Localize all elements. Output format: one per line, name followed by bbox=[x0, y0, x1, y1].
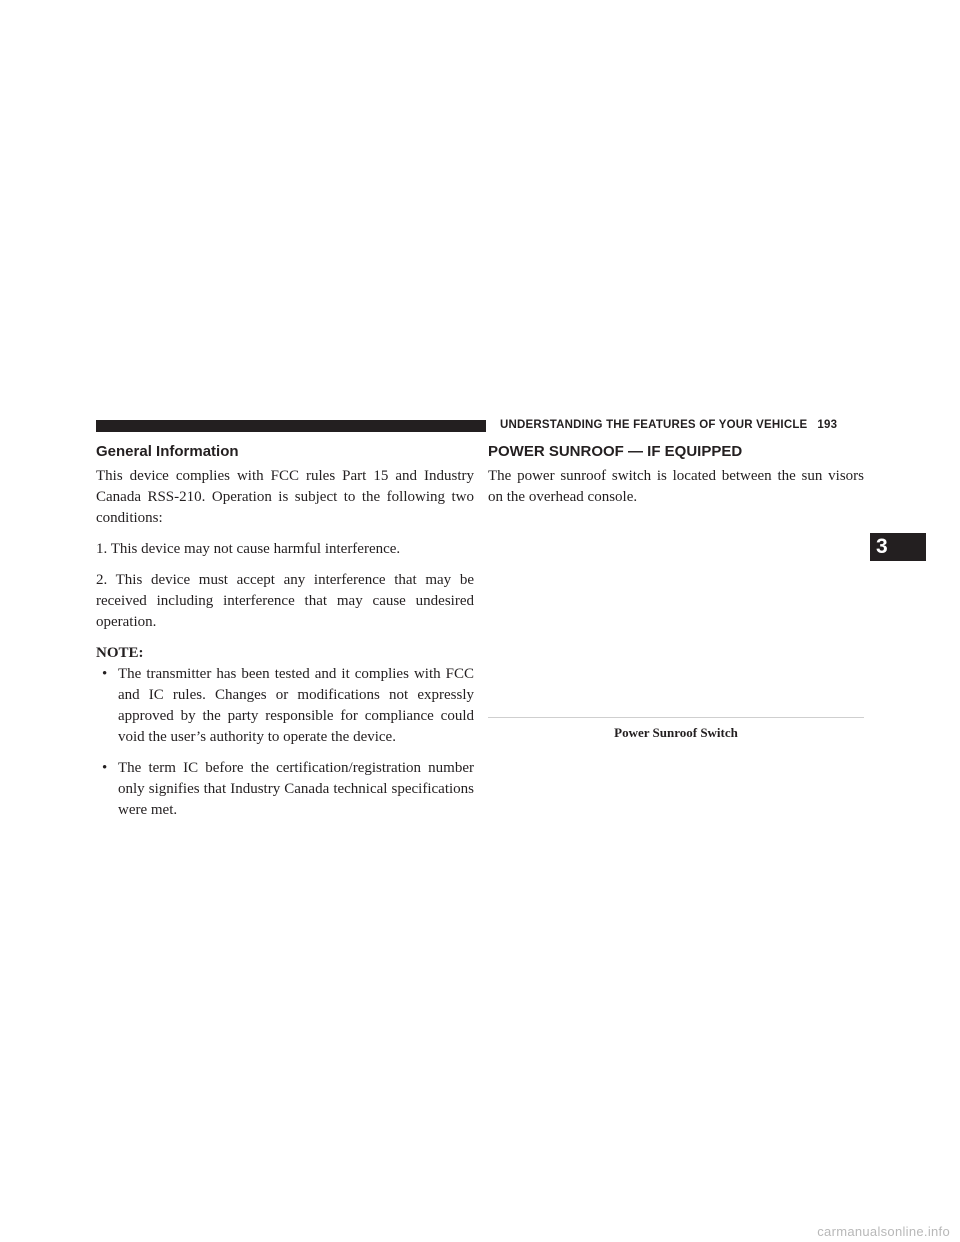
figure-caption: Power Sunroof Switch bbox=[614, 725, 738, 740]
right-column bbox=[488, 442, 864, 518]
note-text: The transmitter has been tested and it complies with FCC and IC rules. Changes or modifications not expressly approved by the party responsible for compliance could void the user’s authority to operate the device. bbox=[118, 666, 474, 745]
fcc-intro-paragraph: This device complies with FCC rules Part 15 and Industry Canada RSS-210. Operation is subject to the following two conditions: bbox=[96, 468, 474, 526]
header-rule-bar bbox=[96, 420, 486, 432]
note-label: NOTE: bbox=[96, 645, 144, 661]
general-information-heading: General Information bbox=[96, 443, 239, 460]
bullet-icon: • bbox=[102, 760, 108, 776]
running-header bbox=[500, 419, 866, 431]
sunroof-switch-figure bbox=[488, 508, 864, 716]
notes-list bbox=[96, 664, 474, 821]
header-section-title: UNDERSTANDING THE FEATURES OF YOUR VEHICLE bbox=[500, 419, 808, 431]
note-item bbox=[96, 758, 474, 821]
watermark: carmanualsonline.info bbox=[817, 1224, 950, 1239]
sunroof-intro-paragraph: The power sunroof switch is located between the sun visors on the overhead console. bbox=[488, 468, 864, 505]
figure-divider bbox=[488, 717, 864, 718]
note-text: The term IC before the certification/registration number only signifies that Industry Canada technical specifications were met. bbox=[118, 760, 474, 818]
page-number: 193 bbox=[817, 419, 838, 431]
condition-1: 1. This device may not cause harmful interference. bbox=[96, 541, 401, 557]
condition-2: 2. This device must accept any interference that may be received including interference that may cause undesired operation. bbox=[96, 572, 474, 630]
chapter-tab: 3 bbox=[870, 533, 926, 561]
bullet-icon: • bbox=[102, 666, 108, 682]
power-sunroof-heading: POWER SUNROOF — IF EQUIPPED bbox=[488, 443, 743, 460]
left-column bbox=[96, 442, 474, 831]
note-item bbox=[96, 664, 474, 748]
